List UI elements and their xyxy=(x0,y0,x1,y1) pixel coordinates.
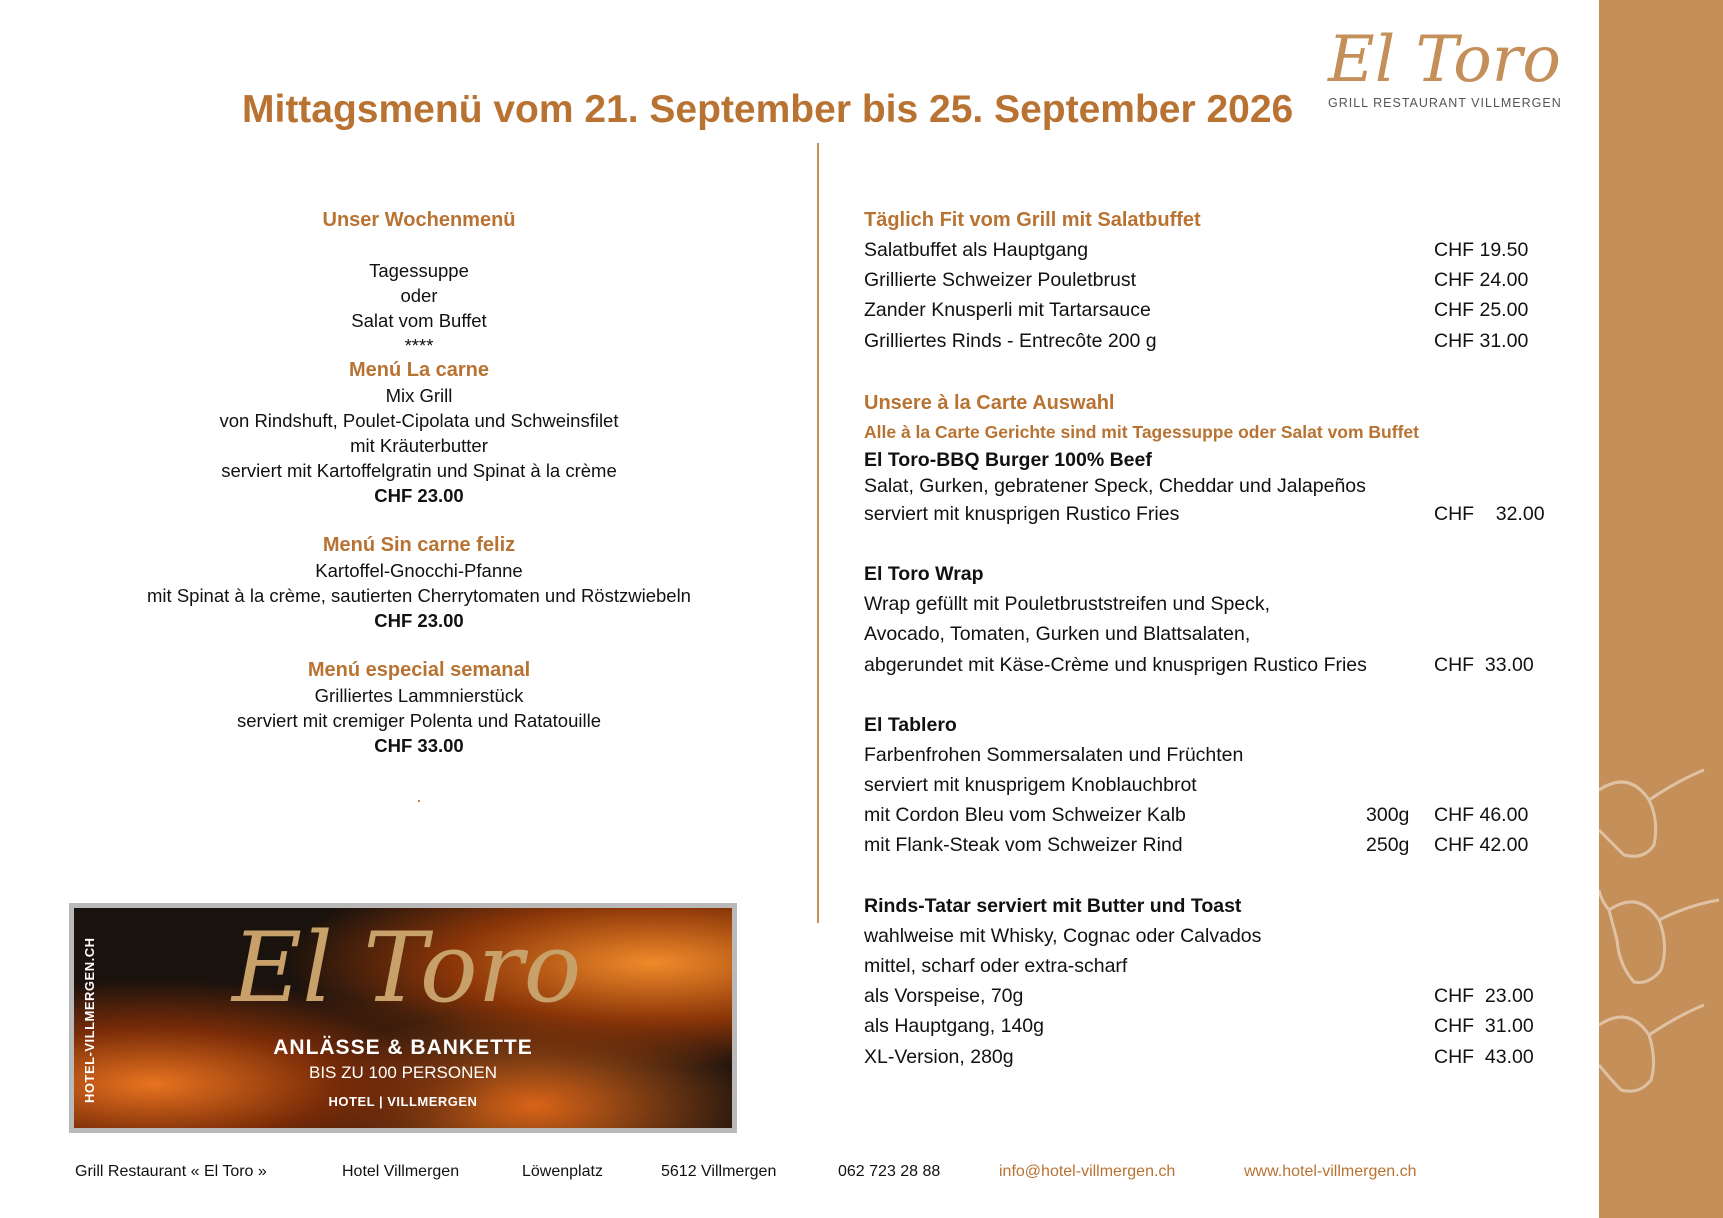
dish-name: Rinds-Tatar serviert mit Butter und Toast xyxy=(864,894,1242,917)
price-row xyxy=(864,830,1529,860)
price-row xyxy=(864,326,1529,356)
dish-line-row xyxy=(864,589,1524,619)
fire-background xyxy=(74,908,732,1128)
dish-line: wahlweise mit Whisky, Cognac oder Calvados xyxy=(864,924,1262,947)
price-row xyxy=(864,1042,1534,1072)
item-label: Zander Knusperli mit Tartarsauce xyxy=(864,299,1151,322)
option-label: mit Cordon Bleu vom Schweizer Kalb xyxy=(864,804,1186,827)
banner-website-vertical: HOTEL-VILLMERGEN.CH xyxy=(82,937,97,1103)
option-label: XL-Version, 280g xyxy=(864,1045,1014,1068)
menu-line: mit Kräuterbutter xyxy=(350,435,488,456)
menu-line: Mix Grill xyxy=(385,385,453,406)
footer-phone[interactable]: 062 723 28 88 xyxy=(838,1163,941,1180)
price-row xyxy=(864,235,1529,265)
menu-name: Menú Sin carne feliz xyxy=(322,534,516,556)
menu-line: mit Spinat à la crème, sautierten Cherrytomaten und Röstzwiebeln xyxy=(147,585,691,606)
dish-line: Salat, Gurken, gebratener Speck, Cheddar und Jalapeños xyxy=(864,474,1366,497)
bull-head-icon xyxy=(1599,1017,1654,1091)
item-price: CHF 25.00 xyxy=(1434,299,1529,322)
price-row xyxy=(864,295,1529,325)
menu-line: Kartoffel-Gnocchi-Pfanne xyxy=(315,560,523,581)
option-label: mit Flank-Steak vom Schweizer Rind xyxy=(864,834,1183,857)
price-row xyxy=(864,981,1534,1011)
menu-price: CHF 33.00 xyxy=(374,735,464,756)
dish-name-row xyxy=(864,891,1524,921)
menu-line: serviert mit Kartoffelgratin und Spinat à la crème xyxy=(221,460,617,481)
item-price: CHF 19.50 xyxy=(1434,239,1529,261)
bull-head-icon xyxy=(1609,902,1665,983)
dish-name: El Toro Wrap xyxy=(864,562,984,585)
dish-name: El Toro-BBQ Burger 100% Beef xyxy=(864,448,1152,471)
item-price: CHF 43.00 xyxy=(1434,1045,1534,1068)
footer-email-link[interactable]: info@hotel-villmergen.ch xyxy=(999,1163,1176,1180)
option-label: als Hauptgang, 140g xyxy=(864,1015,1044,1038)
page-title: Mittagsmenü vom 21. September bis 25. September 2026 xyxy=(242,88,1294,131)
item-label: Grillierte Schweizer Pouletbrust xyxy=(864,269,1137,292)
weekly-menu xyxy=(90,208,748,808)
item-price: CHF 23.00 xyxy=(1434,985,1534,1008)
footer-city: 5612 Villmergen xyxy=(661,1163,777,1180)
price-row xyxy=(864,1011,1534,1041)
a-la-carte xyxy=(864,205,1545,1072)
option-label: als Vorspeise, 70g xyxy=(864,985,1024,1008)
item-price: CHF 31.00 xyxy=(1434,1015,1534,1038)
menu-price: CHF 23.00 xyxy=(374,485,464,506)
option-weight: 250g xyxy=(1366,834,1410,857)
menu-name: Menú La carne xyxy=(348,359,490,381)
banner-hotel-logo: HOTEL | VILLMERGEN xyxy=(328,1094,478,1109)
footer-hotel: Hotel Villmergen xyxy=(342,1163,460,1180)
price-row xyxy=(864,499,1545,529)
dish-name-row xyxy=(864,710,1524,740)
decorative-dot: . xyxy=(416,785,422,806)
dish-line: Avocado, Tomaten, Gurken und Blattsalaten, xyxy=(864,623,1251,646)
footer-restaurant-name: Grill Restaurant « El Toro » xyxy=(75,1163,267,1180)
item-price: CHF 32.00 xyxy=(1434,502,1545,525)
menu-name: Menú especial semanal xyxy=(307,659,531,681)
bull-head-icon xyxy=(1599,782,1656,856)
menu-line: Grilliertes Lammnierstück xyxy=(314,685,524,706)
item-price: CHF 42.00 xyxy=(1434,834,1529,857)
carte-subheading: Alle à la Carte Gerichte sind mit Tagessuppe oder Salat vom Buffet xyxy=(864,421,1419,442)
footer-website-link[interactable]: www.hotel-villmergen.ch xyxy=(1244,1163,1417,1180)
dish-line-row xyxy=(864,740,1524,770)
bull-head-decorations xyxy=(1599,760,1723,1120)
item-price: CHF 46.00 xyxy=(1434,804,1529,827)
banner-capacity: BIS ZU 100 PERSONEN xyxy=(308,1063,497,1082)
dish-line-row xyxy=(864,921,1524,951)
restaurant-logo xyxy=(1328,23,1564,123)
starter-line: Salat vom Buffet xyxy=(351,310,487,331)
dish-line-row xyxy=(864,770,1524,800)
dish-line: Farbenfrohen Sommersalaten und Früchten xyxy=(864,743,1244,766)
menu-line: serviert mit cremiger Polenta und Ratatouille xyxy=(237,710,601,731)
starter-line: Tagessuppe xyxy=(369,260,469,281)
footer-street: Löwenplatz xyxy=(522,1163,603,1180)
option-weight: 300g xyxy=(1366,804,1410,827)
event-banner xyxy=(69,903,737,1133)
item-price: CHF 24.00 xyxy=(1434,269,1529,292)
item-price: CHF 33.00 xyxy=(1434,653,1534,676)
logo-script: El Toro xyxy=(1328,23,1561,97)
logo-subtitle: GRILL RESTAURANT VILLMERGEN xyxy=(1328,96,1562,110)
starter-line: oder xyxy=(400,285,438,306)
price-row xyxy=(864,800,1529,830)
dish-name-row xyxy=(864,559,1524,589)
item-price: CHF 31.00 xyxy=(1434,329,1529,352)
dish-line-row xyxy=(864,951,1524,981)
carte-heading: Unsere à la Carte Auswahl xyxy=(864,391,1115,414)
dish-line: abgerundet mit Käse-Crème und knusprigen Rustico Fries xyxy=(864,653,1367,676)
price-row xyxy=(864,650,1534,680)
banner-headline: ANLÄSSE & BANKETTE xyxy=(273,1036,533,1059)
dish-line: mittel, scharf oder extra-scharf xyxy=(864,955,1128,977)
menu-line: von Rindshuft, Poulet-Cipolata und Schweinsfilet xyxy=(219,410,619,431)
column-divider xyxy=(817,143,819,923)
price-row xyxy=(864,265,1529,295)
fit-heading: Täglich Fit vom Grill mit Salatbuffet xyxy=(864,209,1201,231)
item-label: Salatbuffet als Hauptgang xyxy=(864,239,1089,261)
dish-line: serviert mit knusprigem Knoblauchbrot xyxy=(864,774,1197,797)
banner-logo-script: El Toro xyxy=(232,912,582,1024)
item-label: Grilliertes Rinds - Entrecôte 200 g xyxy=(864,329,1157,352)
menu-price: CHF 23.00 xyxy=(374,610,464,631)
dish-line-row xyxy=(864,619,1524,649)
dish-line: serviert mit knusprigen Rustico Fries xyxy=(864,502,1180,525)
dish-name: El Tablero xyxy=(864,713,957,736)
weekly-heading: Unser Wochenmenü xyxy=(322,209,516,231)
dish-line: Wrap gefüllt mit Pouletbruststreifen und Speck, xyxy=(864,593,1271,616)
starter-separator: **** xyxy=(404,335,434,356)
